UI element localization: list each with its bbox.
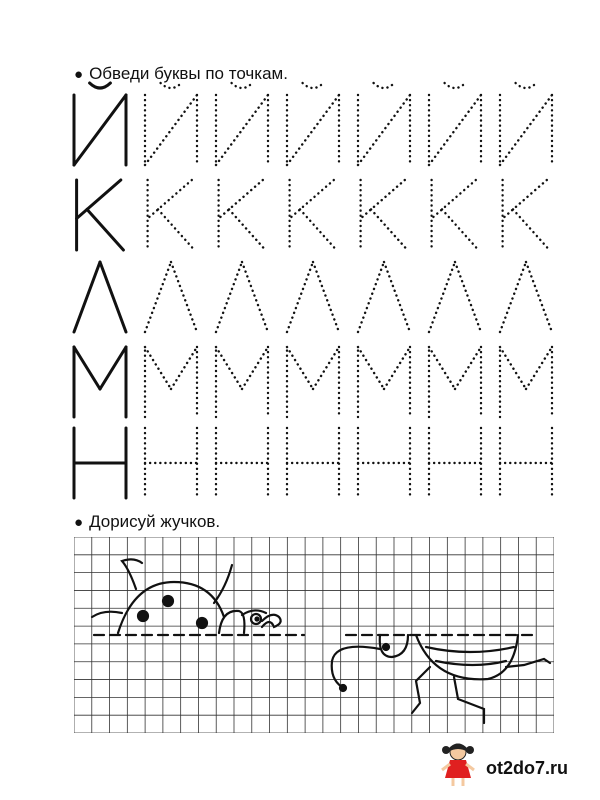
breve-mark xyxy=(445,83,466,88)
bullet-icon: ● xyxy=(74,514,84,531)
dotted-letter xyxy=(358,83,410,165)
dotted-letter xyxy=(287,83,339,165)
dotted-letter xyxy=(216,262,268,332)
dotted-letter xyxy=(358,262,410,332)
dotted-letter xyxy=(216,83,268,165)
dotted-letter xyxy=(429,262,481,332)
dotted-letter xyxy=(358,428,410,498)
ladybug-antenna-1 xyxy=(122,559,142,589)
breve-mark xyxy=(90,83,111,88)
dotted-letter xyxy=(287,428,339,498)
girl-icon xyxy=(438,740,478,790)
ladybug-drawing xyxy=(92,559,304,635)
ladybug-spot xyxy=(197,618,207,628)
dotted-letter xyxy=(432,180,479,250)
drawing-grid xyxy=(74,537,554,738)
instruction-draw-bugs xyxy=(74,512,220,533)
dotted-letter xyxy=(429,428,481,498)
dotted-letter xyxy=(145,347,197,417)
ladybug-tail xyxy=(262,615,281,627)
dotted-letter xyxy=(358,347,410,417)
beetle-eye xyxy=(383,644,389,650)
beetle-leg xyxy=(454,677,484,723)
beetle-antenna-tip xyxy=(340,685,346,691)
instruction-text: Дорисуй жучков. xyxy=(89,512,221,531)
dotted-letter xyxy=(429,83,481,165)
breve-mark xyxy=(374,83,395,88)
ladybug-spot xyxy=(163,596,173,606)
dotted-letter xyxy=(148,180,195,250)
sample-letter xyxy=(74,262,126,332)
dotted-letter xyxy=(500,428,552,498)
dotted-letter xyxy=(500,83,552,165)
site-link[interactable]: ot2do7.ru xyxy=(486,758,569,778)
dotted-letter xyxy=(361,180,408,250)
instruction-text: Обведи буквы по точкам. xyxy=(89,64,288,83)
bullet-icon: ● xyxy=(74,66,84,83)
sample-letter xyxy=(77,180,124,250)
ladybug-spot xyxy=(138,611,148,621)
dotted-letter xyxy=(145,83,197,165)
dotted-letter xyxy=(216,347,268,417)
dotted-letter xyxy=(145,262,197,332)
dotted-letter xyxy=(219,180,266,250)
beetle-leg xyxy=(506,659,550,667)
dotted-letter xyxy=(500,347,552,417)
dotted-letter xyxy=(503,180,550,250)
grid-svg xyxy=(74,537,554,733)
ladybug-shell xyxy=(118,582,224,633)
dotted-letter xyxy=(290,180,337,250)
dotted-letter xyxy=(145,428,197,498)
beetle-drawing xyxy=(332,635,550,723)
dotted-letter xyxy=(500,262,552,332)
beetle-shell xyxy=(416,635,518,679)
breve-mark xyxy=(232,83,253,88)
breve-mark xyxy=(303,83,324,88)
dotted-letter xyxy=(287,262,339,332)
dotted-letter xyxy=(429,347,481,417)
ladybug-leg-left xyxy=(92,612,122,617)
beetle-leg xyxy=(412,667,430,713)
sample-letter xyxy=(74,347,126,417)
dotted-letter xyxy=(216,428,268,498)
beetle-antenna xyxy=(332,647,380,687)
sample-letter xyxy=(74,83,126,165)
dotted-letter xyxy=(287,347,339,417)
breve-mark xyxy=(161,83,182,88)
ladybug-pupil xyxy=(256,618,259,621)
ladybug-antenna-2 xyxy=(214,565,232,603)
breve-mark xyxy=(516,83,537,88)
sample-letter xyxy=(74,428,126,498)
